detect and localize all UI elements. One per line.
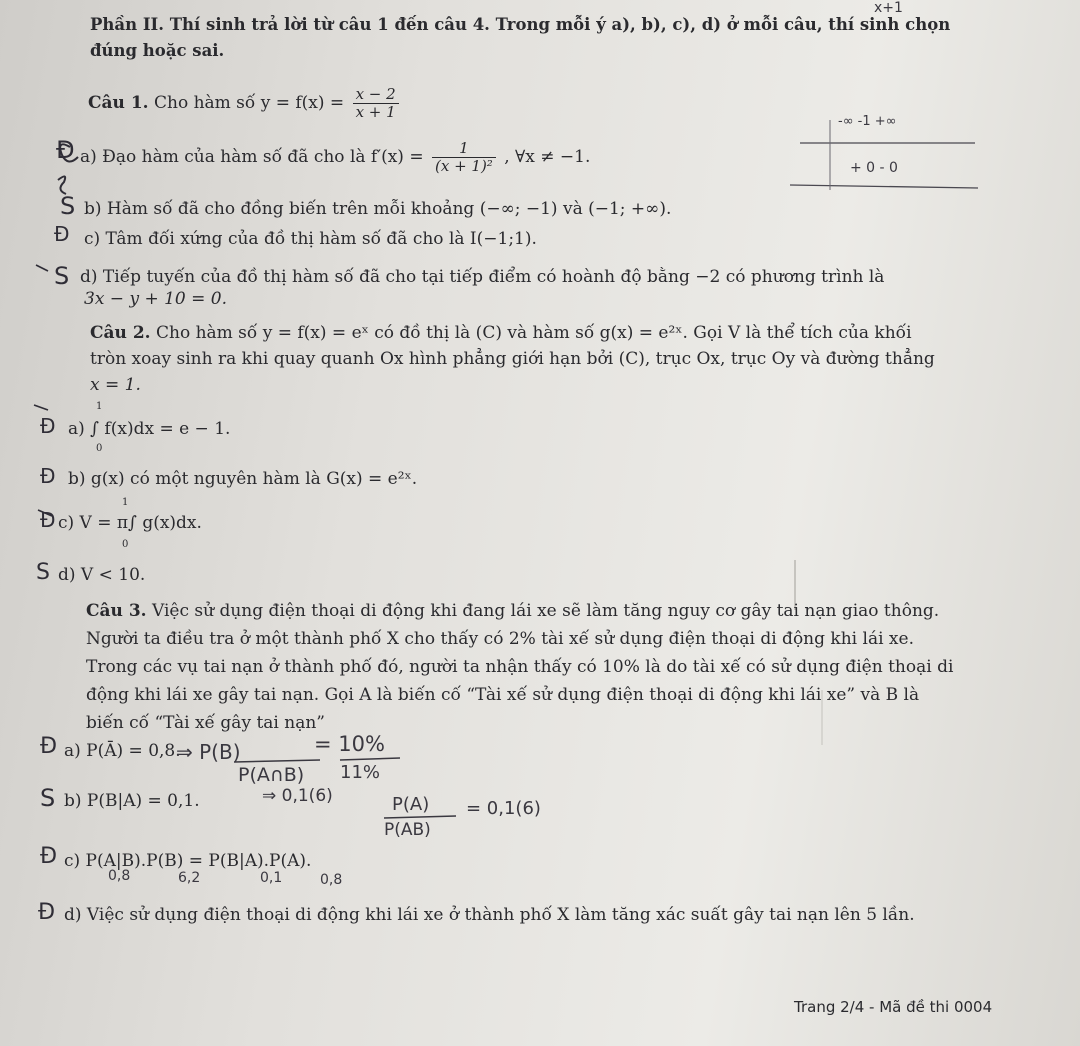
mark-q1b: S [60, 192, 76, 220]
hw-note-c3: 0,1 [260, 870, 283, 886]
mark-q2a: Đ [40, 414, 56, 438]
q2-c: c) V = π∫ g(x)dx. [58, 513, 202, 533]
mark-q2d: S [36, 560, 50, 585]
q3-c: c) P(A|B).P(B) = P(B|A).P(A). [64, 851, 312, 871]
mark-q1a: Đ [56, 136, 75, 164]
q1-frac-num: x − 2 [353, 86, 399, 104]
q2-d: d) V < 10. [58, 565, 146, 585]
q1-d-line2: 3x − y + 10 = 0. [84, 289, 228, 309]
mark-q1d: S [54, 262, 70, 290]
q1-a-den: (x + 1)² [434, 157, 493, 175]
q3-d: d) Việc sử dụng điện thoại di động khi lái xe ở thành phố X làm tăng xác suất gây tai nạn lên 5 lần. [64, 905, 915, 925]
part-heading-line1: Phần II. Thí sinh trả lời từ câu 1 đến câu 4. Trong mỗi ý a), b), c), d) ở mỗi câu, thí sinh chọn [90, 15, 951, 34]
page-footer: Trang 2/4 - Mã đề thi 0004 [794, 998, 993, 1016]
q3-a: a) P(Ā) = 0,8. [64, 741, 181, 761]
mark-q1c: Đ [54, 222, 70, 246]
q3-line5: biến cố “Tài xế gây tai nạn” [86, 713, 325, 733]
q1-d-line1: d) Tiếp tuyến của đồ thị hàm số đã cho tại tiếp điểm có hoành độ bằng −2 có phương trình là [80, 267, 885, 287]
hw-note-b3: P(AB) [384, 820, 431, 840]
q3-line1-text: Việc sử dụng điện thoại di động khi đang lái xe sẽ làm tăng nguy cơ gây tai nạn giao thông. [151, 601, 940, 621]
hw-table-row2: + 0 - 0 [850, 160, 898, 176]
mark-q3a: Đ [40, 734, 58, 759]
hw-note-b1: ⇒ 0,1(6) [262, 786, 333, 806]
mark-q3c: Đ [40, 844, 58, 869]
hw-note-a2: P(A∩B) [238, 764, 305, 786]
q1-frac-den: x + 1 [355, 103, 396, 121]
q2-label: Câu 2. [90, 323, 151, 343]
mark-q2b: Đ [40, 464, 56, 488]
hw-note-c2: 6,2 [178, 870, 201, 886]
hw-note-c1: 0,8 [108, 868, 131, 884]
q1-c: c) Tâm đối xứng của đồ thị hàm số đã cho là I(−1;1). [84, 229, 537, 249]
q3-line3: Trong các vụ tai nạn ở thành phố đó, người ta nhận thấy có 10% là do tài xế có sử dụng điện thoại di [86, 657, 954, 677]
hw-note-a1: ⇒ P(B) [176, 740, 241, 764]
q2-a-int-upper: 1 [96, 401, 103, 412]
q3-line2: Người ta điều tra ở một thành phố X cho thấy có 2% tài xế sử dụng điện thoại di động khi lái xe. [86, 629, 914, 649]
q2-c-int-upper: 1 [122, 497, 129, 508]
hw-note-a4: 11% [340, 762, 381, 783]
q2-a: a) ∫ f(x)dx = e − 1. [68, 419, 231, 439]
q3-b: b) P(B|A) = 0,1. [64, 791, 200, 811]
hw-note-a3: = 10% [314, 732, 385, 756]
q1-a-text: a) Đạo hàm của hàm số đã cho là f′(x) = [80, 147, 424, 167]
q1-label: Câu 1. [88, 93, 149, 113]
q1-b: b) Hàm số đã cho đồng biến trên mỗi khoảng (−∞; −1) và (−1; +∞). [84, 199, 672, 219]
top-fragment: x+1 [874, 0, 903, 16]
mark-q2c: Đ [40, 508, 56, 532]
hw-note-b2: P(A) [392, 794, 430, 815]
hw-table-row1: -∞ -1 +∞ [838, 114, 897, 129]
hw-note-c4: 0,8 [320, 872, 343, 888]
mark-q3b: S [40, 784, 56, 812]
q1-stem-text: Cho hàm số y = f(x) = [153, 93, 345, 113]
q1-a-num: 1 [432, 140, 496, 158]
q3-line4: động khi lái xe gây tai nạn. Gọi A là biến cố “Tài xế sử dụng điện thoại di động khi lái xe” và B là [86, 685, 920, 705]
q2-line1-text: Cho hàm số y = f(x) = eˣ có đồ thị là (C) và hàm số g(x) = e²ˣ. Gọi V là thể tích của khối [155, 323, 912, 343]
q2-line2: tròn xoay sinh ra khi quay quanh Ox hình phẳng giới hạn bởi (C), trục Ox, trục Oy và đường thẳng [90, 349, 935, 369]
q2-line3: x = 1. [90, 375, 141, 395]
hw-note-b4: = 0,1(6) [466, 798, 541, 819]
part-heading-line2: đúng hoặc sai. [90, 41, 225, 60]
q2-a-int-lower: 0 [96, 443, 103, 454]
q2-c-int-lower: 0 [122, 539, 129, 550]
q2-b: b) g(x) có một nguyên hàm là G(x) = e²ˣ. [68, 469, 418, 489]
q3-label: Câu 3. [86, 601, 147, 621]
q1-a-tail: , ∀x ≠ −1. [504, 147, 591, 167]
mark-q3d: Đ [38, 900, 56, 925]
